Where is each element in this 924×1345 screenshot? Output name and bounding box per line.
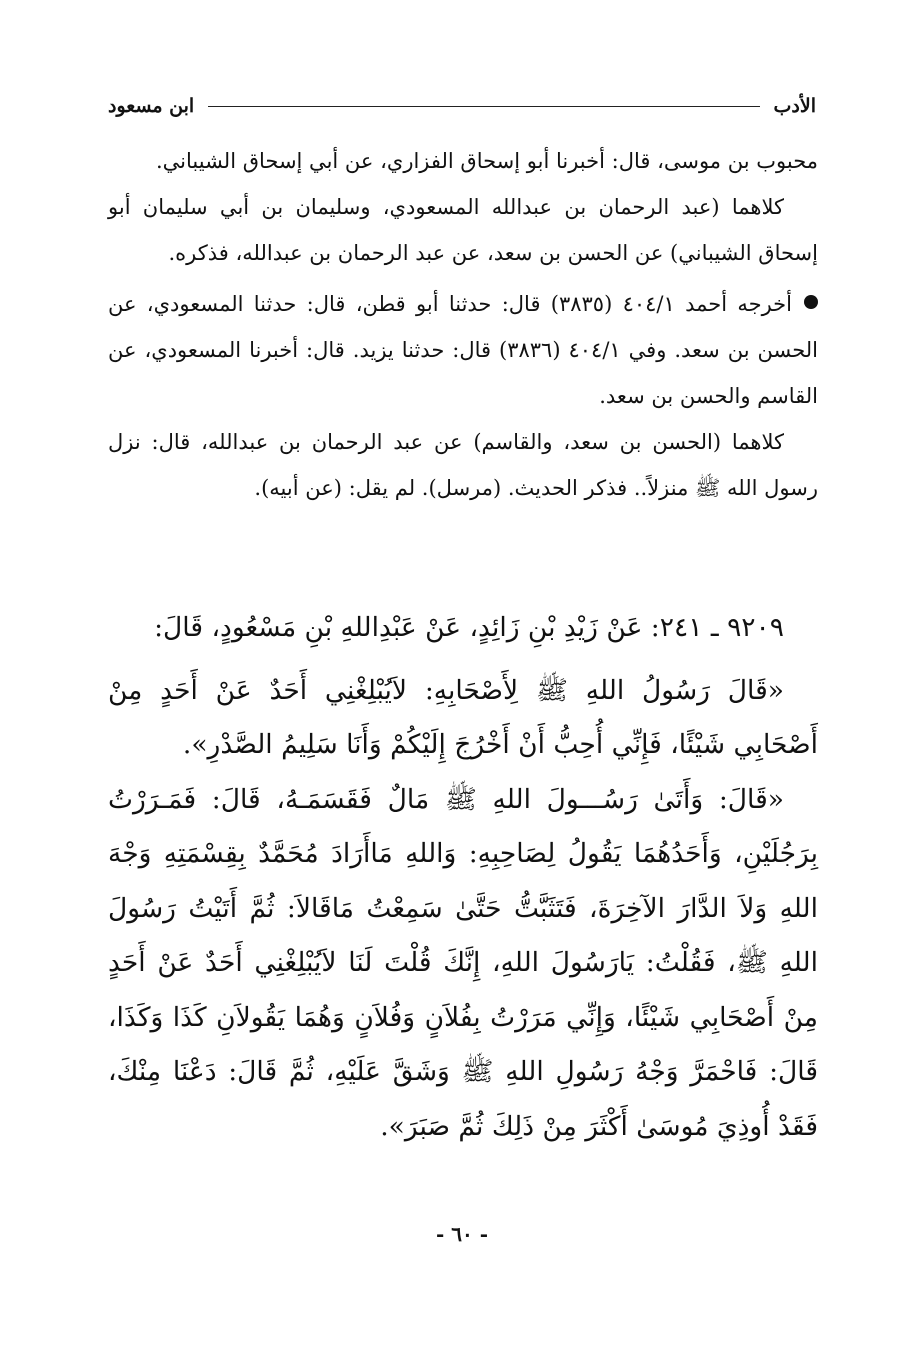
header-section-title: ابن مسعود [108,95,195,117]
hadith-paragraph-1: «قَالَ رَسُولُ اللهِ ﷺ لِأَصْحَابِهِ: لاَيُبْلِغْنِي أَحَدٌ عَنْ أَحَدٍ مِنْ أَصْحَابِي شَيْئًا، فَإِنِّي أُحِبُّ أَنْ أَخْرُجَ إِلَيْكُمْ وَأَنَا سَلِيمُ الصَّدْرِ». [108,674,818,760]
note-paragraph-4: كلاهما (الحسن بن سعد، والقاسم) عن عبد الرحمان بن عبدالله، قال: نزل رسول الله ﷺ منزلاً.. فذكر الحديث. (مرسل). لم يقل: (عن أبيه). [108,430,818,500]
hadith-heading: ٩٢٠٩ ـ ٢٤١: عَنْ زَيْدِ بْنِ زَائِدٍ، عَنْ عَبْدِاللهِ بْنِ مَسْعُودٍ، قَالَ: [154,612,784,643]
note-paragraph-2: كلاهما (عبد الرحمان بن عبدالله المسعودي، وسليمان بن أبي سليمان أبو إسحاق الشيباني) عن الحسن بن سعد، عن عبد الرحمان بن عبدالله، فذكره. [108,195,818,265]
note-paragraph-3-text: أخرجه أحمد ٤٠٤/١ (٣٨٣٥) قال: حدثنا أبو قطن، قال: حدثنا المسعودي، عن الحسن بن سعد. وفي ٤٠٤/١ (٣٨٣٦) قال: حدثنا يزيد. قال: أخبرنا المسعودي، عن القاسم والحسن بن سعد. [108,292,819,408]
running-header [108,92,816,120]
header-chapter-title: الأدب [773,95,816,117]
header-rule [208,106,759,107]
bullet-icon [804,295,818,309]
note-paragraph-3 [108,281,818,419]
hadith-section [108,601,818,1154]
note-paragraph-1: محبوب بن موسى، قال: أخبرنا أبو إسحاق الفزاري، عن أبي إسحاق الشيباني. [155,149,818,173]
page-number: - ٦٠ - [435,1222,488,1246]
hadith-paragraph-2: «قَالَ: وَأَتَىٰ رَسُـــولَ اللهِ ﷺ مَالٌ فَقَسَمَـهُ، قَالَ: فَمَـرَرْتُ بِرَجُلَيْنِ، وَأَحَدُهُمَا يَقُولُ لِصَاحِبِهِ: وَاللهِ مَاأَرَادَ مُحَمَّدٌ بِقِسْمَتِهِ وَجْهَ اللهِ وَلاَ الدَّارَ الآخِرَةَ، فَتَثَبَّتُّ حَتَّىٰ سَمِعْتُ مَاقَالاَ: ثُمَّ أَتَيْتُ رَسُولَ اللهِ ﷺ، فَقُلْتُ: يَارَسُولَ اللهِ، إِنَّكَ قُلْتَ لَنَا لاَيُبْلِغْنِي أَحَدٌ عَنْ أَحَدٍ مِنْ أَصْحَابِي شَيْئًا، وَإِنِّي مَرَرْتُ بِفُلاَنٍ وَفُلاَنٍ وَهُمَا يَقُولاَنِ كَذَا وَكَذَا، قَالَ: فَاحْمَرَّ وَجْهُ رَسُولِ اللهِ ﷺ وَشَقَّ عَلَيْهِ، ثُمَّ قَالَ: دَعْنَا مِنْكَ، فَقَدْ أُوذِيَ مُوسَىٰ أَكْثَرَ مِنْ ذَلِكَ ثُمَّ صَبَرَ». [108,783,818,1142]
notes-section [108,138,818,511]
